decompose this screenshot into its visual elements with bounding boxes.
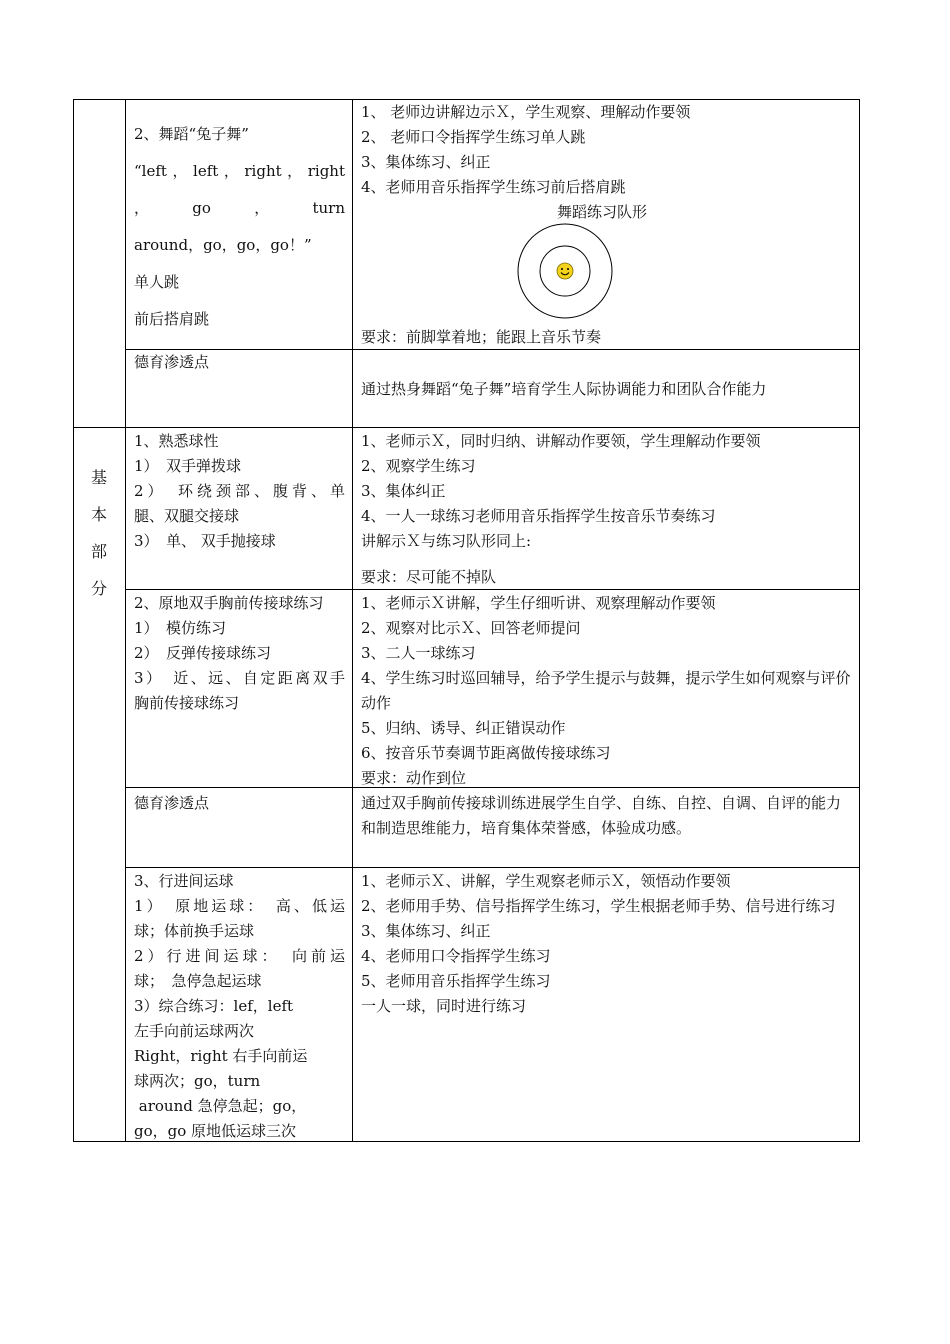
- dance-method-cell: [361, 100, 851, 200]
- activity-item: 腿、双腿交接球: [134, 507, 240, 525]
- activity-title: 1、熟悉球性: [134, 432, 219, 450]
- dance-activity-cell: [134, 116, 345, 338]
- method-line: 6、按音乐节奏调节距离做传接球练习: [361, 744, 611, 762]
- lyric-line: ， go ， turn: [134, 199, 345, 217]
- activity-title: 2、原地双手胸前传接球练习: [134, 594, 324, 612]
- method-line: 3、集体练习、纠正: [361, 922, 491, 940]
- activity-title: 3、行进间运球: [134, 872, 234, 890]
- activity-item: 2） 反弹传接球练习: [134, 644, 272, 662]
- activity-item: 球两次；go，turn: [134, 1072, 261, 1090]
- method-line: 5、归纳、诱导、纠正错误动作: [361, 719, 566, 737]
- method-line: 4、一人一球练习老师用音乐指挥学生按音乐节奏练习: [361, 507, 716, 525]
- requirement-text: 要求：动作到位: [361, 769, 467, 787]
- activity-item: 1） 原地运球： 高、低运: [134, 897, 345, 915]
- method-line: 4、老师用口令指挥学生练习: [361, 947, 551, 965]
- activity-item: 1） 双手弹拨球: [134, 457, 242, 475]
- moral-text: 通过热身舞蹈“兔子舞”培育学生人际协调能力和团队合作能力: [361, 380, 767, 398]
- lyric-line: “left，left，right，right: [134, 162, 345, 180]
- smiley-icon: [557, 263, 573, 279]
- formation-caption: 舞蹈练习队形: [557, 203, 648, 221]
- column-divider-2: [352, 99, 353, 1142]
- moral-label: 德育渗透点: [134, 353, 210, 371]
- ball-feel-method-cell: [361, 429, 853, 554]
- method-line: 5、老师用音乐指挥学生练习: [361, 972, 551, 990]
- activity-title: 2、舞蹈“兔子舞”: [134, 125, 249, 143]
- moral-label: 德育渗透点: [134, 794, 210, 812]
- method-line: 讲解示Ｘ与练习队形同上:: [361, 532, 532, 550]
- method-line: 4、学生练习时巡回辅导，给予学生提示与鼓舞，提示学生如何观察与评价动作: [361, 669, 851, 712]
- activity-item: 2） 环绕颈部、腹背、单: [134, 482, 345, 500]
- method-line: 1、老师示Ｘ，同时归纳、讲解动作要领，学生理解动作要领: [361, 432, 761, 450]
- table-border-right: [859, 99, 860, 1142]
- method-line: 3、集体纠正: [361, 482, 446, 500]
- method-line: 1、 老师边讲解边示Ｘ，学生观察、理解动作要领: [361, 103, 691, 121]
- section-divider: [73, 427, 860, 428]
- dance-formation-diagram: [517, 223, 613, 319]
- activity-item: 前后搭肩跳: [134, 310, 210, 328]
- lesson-plan-table: [73, 99, 860, 1142]
- method-line: 1、老师示Ｘ讲解，学生仔细听讲、观察理解动作要领: [361, 594, 716, 612]
- requirement-text: 要求：尽可能不掉队: [361, 568, 497, 586]
- activity-item: Right，right 右手向前运: [134, 1047, 308, 1065]
- table-border-left: [73, 99, 74, 1142]
- activity-item: 球； 急停急起运球: [134, 972, 262, 990]
- dribble-activity-cell: [134, 869, 345, 1144]
- section-label: 基 本 部 分: [90, 468, 107, 598]
- chest-pass-method-cell: [361, 591, 853, 791]
- activity-item: 3） 近、远、自定距离双手: [134, 669, 345, 687]
- method-line: 2、 老师口令指挥学生练习单人跳: [361, 128, 586, 146]
- method-line: 2、观察学生练习: [361, 457, 476, 475]
- activity-item: around 急停急起；go，: [134, 1097, 307, 1115]
- ball-feel-activity-cell: [134, 429, 345, 554]
- method-line: 一人一球，同时进行练习: [361, 997, 527, 1015]
- chest-pass-activity-cell: [134, 591, 345, 716]
- row-divider: [125, 867, 860, 868]
- moral-text: 通过双手胸前传接球训练进展学生自学、自练、自控、自调、自评的能力和制造思维能力，培育集体荣誉感，体验成功感。: [361, 794, 842, 837]
- activity-item: 3）综合练习：lef，left: [134, 997, 294, 1015]
- method-line: 1、老师示Ｘ、讲解，学生观察老师示Ｘ，领悟动作要领: [361, 872, 731, 890]
- activity-item: 胸前传接球练习: [134, 694, 240, 712]
- method-line: 3、二人一球练习: [361, 644, 476, 662]
- activity-item: 单人跳: [134, 273, 180, 291]
- activity-item: 左手向前运球两次: [134, 1022, 255, 1040]
- requirement-text: 要求：前脚掌着地；能跟上音乐节奏: [361, 328, 602, 346]
- method-line: 2、观察对比示Ｘ、回答老师提问: [361, 619, 581, 637]
- activity-item: 球；体前换手运球: [134, 922, 255, 940]
- activity-item: 3） 单、 双手抛接球: [134, 532, 276, 550]
- activity-item: go，go 原地低运球三次: [134, 1122, 297, 1140]
- method-line: 3、集体练习、纠正: [361, 153, 491, 171]
- activity-item: 1） 模仿练习: [134, 619, 227, 637]
- lyric-line: around，go，go，go！”: [134, 236, 312, 254]
- method-line: 2、老师用手势、信号指挥学生练习，学生根据老师手势、信号进行练习: [361, 897, 836, 915]
- activity-item: 2）行进间运球： 向前运: [134, 947, 345, 965]
- column-divider-1: [125, 99, 126, 1142]
- method-line: 4、老师用音乐指挥学生练习前后搭肩跳: [361, 178, 626, 196]
- dribble-method-cell: [361, 869, 853, 1019]
